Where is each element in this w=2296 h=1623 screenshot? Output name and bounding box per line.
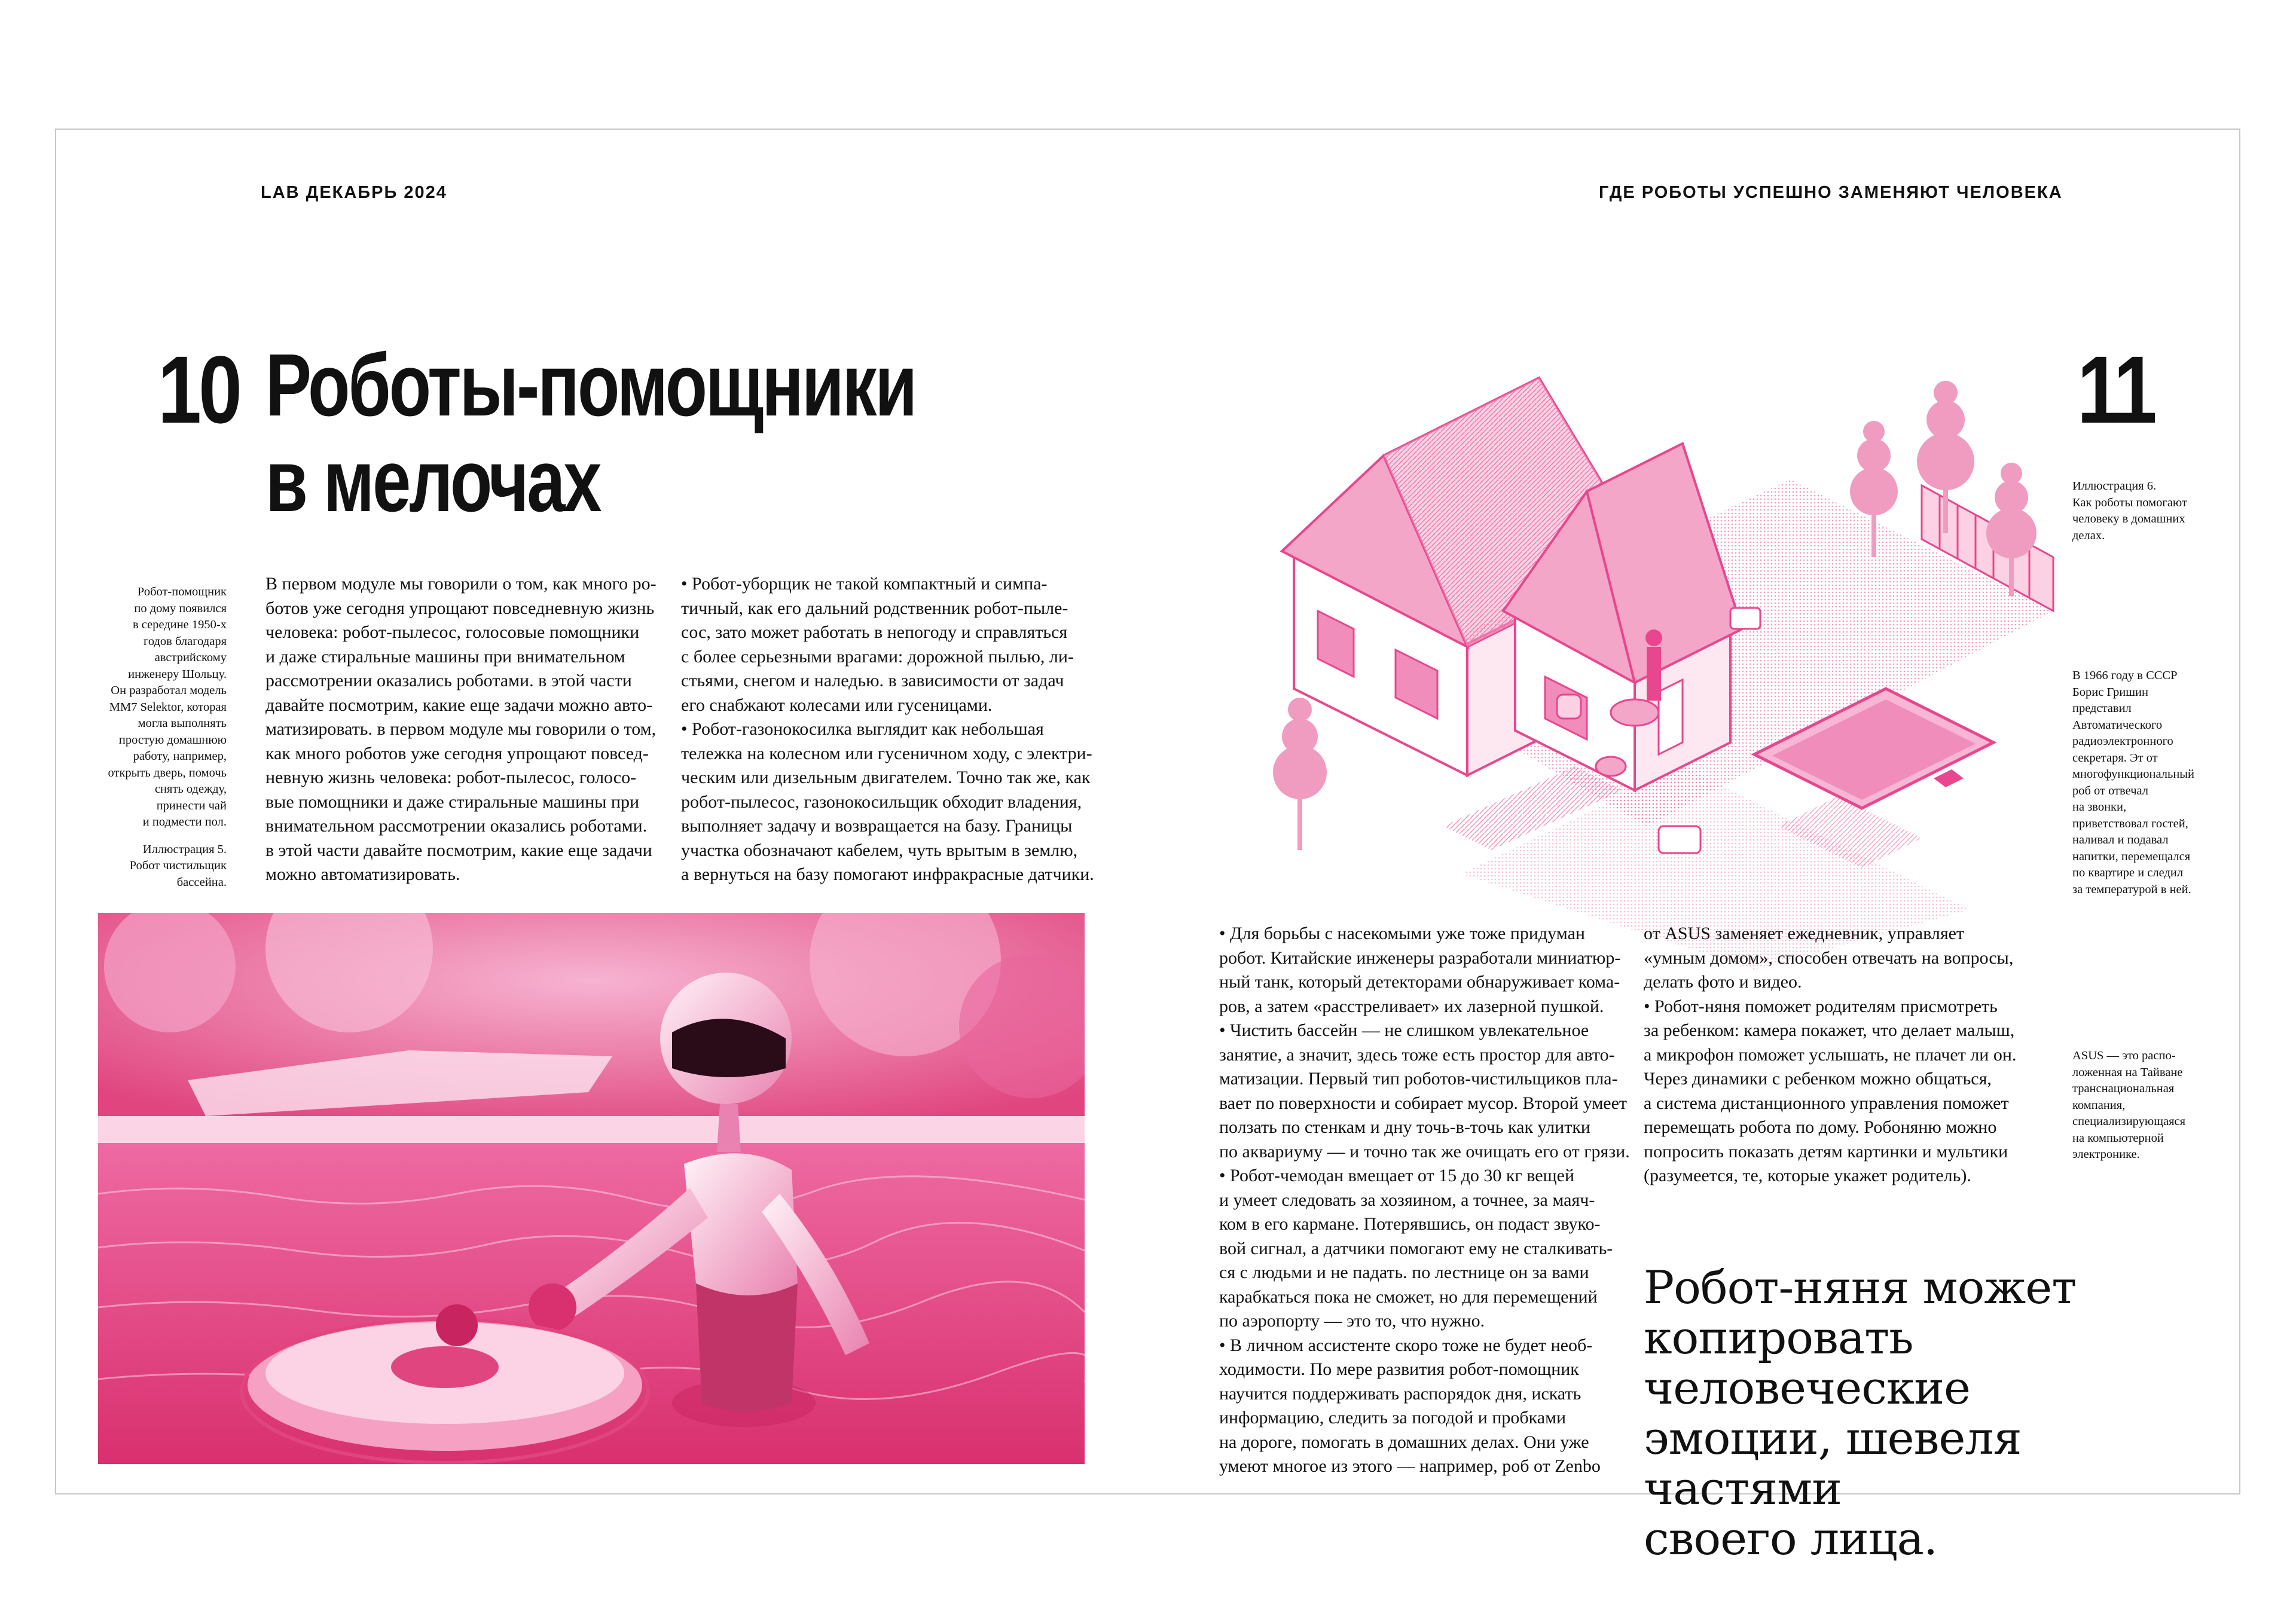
caption-line: бассейна. <box>176 875 227 889</box>
sidebar-line: открыть дверь, помочь <box>108 766 227 780</box>
sidebar-line: и подмести пол. <box>142 815 227 829</box>
sidebar-line: секретаря. Эт от <box>2072 751 2158 765</box>
sidebar-line: электронике. <box>2072 1148 2140 1161</box>
caption-line: Как роботы помогают <box>2072 496 2187 509</box>
sidebar-line: приветствовал гостей, <box>2072 817 2188 830</box>
body-line: ботов уже сегодня упрощают повседневную жизнь <box>265 598 655 618</box>
body-line: ползать по стенкам и дну точь-в-точь как улитки <box>1219 1117 1590 1137</box>
body-line: делать фото и видео. <box>1644 972 1802 992</box>
sidebar-note-right-2 <box>2072 1048 2216 1163</box>
page-number-left: 10 <box>158 336 240 443</box>
body-line: занятие, а значит, здесь тоже есть простор для авто- <box>1219 1044 1615 1065</box>
sidebar-line: могла выполнять <box>138 717 227 730</box>
sidebar-line: Робот-помощник <box>137 585 227 598</box>
body-line: ся с людьми и не падать. по лестнице он за вами <box>1219 1263 1589 1282</box>
body-line: В первом модуле мы говорили о том, как много ро- <box>265 574 657 594</box>
body-line: как много роботов уже сегодня упрощают повсед- <box>265 743 649 763</box>
sidebar-line: простую домашнюю <box>118 733 227 747</box>
body-line: стьями, снегом и наледью. в зависимости от задач <box>681 671 1064 690</box>
body-line: информацию, следить за погодой и пробками <box>1219 1408 1567 1428</box>
body-line: от ASUS заменяет ежедневник, управляет <box>1644 924 1965 943</box>
body-line: ходимости. По мере развития робот-помощник <box>1219 1359 1579 1379</box>
body-line: ческим или дизельным двигателем. Точно так же, как <box>681 768 1091 787</box>
sidebar-line: австрийскому <box>154 651 227 664</box>
body-line: ров, а затем «расстреливает» их лазерной пушкой. <box>1219 996 1604 1016</box>
body-line: попросить показать детям картинки и мультики <box>1644 1141 2008 1162</box>
pull-quote-line: Робот-няня может <box>1644 1261 2077 1314</box>
title-line-2: в мелочах <box>265 432 600 530</box>
sidebar-line: представил <box>2072 702 2132 715</box>
right-column-2 <box>1644 922 2056 1188</box>
body-line: невную жизнь человека: робот-пылесос, голосо- <box>265 768 637 787</box>
sidebar-line: работу, например, <box>133 750 227 763</box>
page-title <box>265 338 1099 529</box>
sidebar-line: специализирующаяся <box>2072 1115 2186 1128</box>
body-line: и умеет следовать за хозяином, а точнее, за маяч- <box>1219 1190 1595 1210</box>
sidebar-line: в середине 1950-х <box>132 618 227 631</box>
body-line: на дороге, помогать в домашних делах. Они уже <box>1219 1432 1589 1452</box>
body-line: рассмотрении оказались роботами. в этой части <box>265 671 632 690</box>
body-line: участка обозначают кабелем, чуть врытым в землю, <box>681 840 1078 860</box>
body-line: а вернуться на базу помогают инфракрасные датчики. <box>681 864 1094 884</box>
caption-line: человеку в домашних <box>2072 512 2185 525</box>
body-line: перемещать робота по дому. Робоняню можно <box>1644 1117 1997 1137</box>
body-line: • Робот-чемодан вмещает от 15 до 30 кг вещей <box>1219 1166 1574 1185</box>
isometric-house-drawing <box>1264 336 2065 970</box>
pull-quote-line: копировать человеческие <box>1644 1311 1970 1414</box>
sidebar-line: напитки, перемещался <box>2072 849 2191 863</box>
header-left-label: LAB ДЕКАБРЬ 2024 <box>261 183 447 202</box>
body-line: • Чистить бассейн — не слишком увлекательное <box>1219 1020 1589 1040</box>
body-line: карабкаться пока не сможет, но для перемещений <box>1219 1286 1598 1307</box>
body-line: а система дистанционного управления поможет <box>1644 1093 2009 1113</box>
body-line: научится поддерживать распорядок дня, искать <box>1219 1383 1581 1404</box>
sidebar-note-left <box>104 584 227 891</box>
person-figure <box>1645 629 1662 701</box>
body-line: • Робот-газонокосилка выглядит как небольшая <box>681 719 1044 739</box>
page-number-right: 11 <box>2077 336 2154 443</box>
sidebar-line: роб от отвечал <box>2072 784 2149 797</box>
sidebar-line: на звонки, <box>2072 800 2127 814</box>
magazine-spread <box>55 129 2240 1565</box>
sidebar-line: принести чай <box>156 799 227 812</box>
sidebar-line: наливал и подавал <box>2072 833 2169 846</box>
caption-line: делах. <box>2072 528 2105 542</box>
sidebar-line: ложенная на Тайване <box>2072 1065 2183 1079</box>
body-line: • В личном ассистенте скоро тоже не будет необ- <box>1219 1335 1593 1355</box>
body-line: давайте посмотрим, какие еще задачи можно авто- <box>265 695 653 715</box>
body-line: • Для борьбы с насекомыми уже тоже придуман <box>1219 924 1585 943</box>
pool-robot-illustration <box>98 913 1085 1464</box>
body-line: и даже стиральные машины при внимательном <box>265 646 625 667</box>
body-line: тичный, как его дальний родственник робот-пыле- <box>681 598 1068 618</box>
body-line: (разумеется, те, которые укажет родитель). <box>1644 1166 1971 1185</box>
sidebar-line: радиоэлектронного <box>2072 735 2173 748</box>
body-line: матизации. Первый тип роботов-чистильщиков пла- <box>1219 1069 1618 1089</box>
sidebar-note-right-1 <box>2072 668 2216 898</box>
title-line-1: Роботы-помощники <box>265 336 916 435</box>
body-line: можно автоматизировать. <box>265 864 460 884</box>
body-line: • Робот-уборщик не такой компактный и симпа- <box>681 574 1048 594</box>
caption-line: Иллюстрация 6. <box>2072 479 2157 493</box>
body-line: ный танк, который детекторами обнаруживает кома- <box>1219 972 1620 992</box>
pool-robot-photo <box>98 913 1085 1464</box>
body-line: за ребенком: камера покажет, что делает малыш, <box>1644 1020 2015 1040</box>
sidebar-line: по квартире и следил <box>2072 866 2184 879</box>
body-line: по аквариуму — и точно так же очищать его от грязи. <box>1219 1141 1630 1162</box>
pull-quote-line: эмоции, шевеля частями <box>1644 1411 2022 1515</box>
body-line: Через динамики с ребенком можно общаться, <box>1644 1069 1992 1089</box>
pull-quote <box>1644 1263 2212 1564</box>
sidebar-line: транснациональная <box>2072 1082 2175 1095</box>
sidebar-line: Автоматического <box>2072 718 2163 732</box>
sidebar-line: Борис Гришин <box>2072 685 2148 699</box>
body-line: вой сигнал, а датчики помогают ему не сталкивать- <box>1219 1238 1613 1258</box>
sidebar-line: инженеру Шольцу. <box>128 667 227 681</box>
sidebar-line: компания, <box>2072 1098 2126 1112</box>
body-line: матизировать. в первом модуле мы говорили о том, <box>265 719 657 739</box>
body-line: человека: робот-пылесос, голосовые помощники <box>265 622 640 642</box>
body-line: робот. Китайские инженеры разработали миниатюр- <box>1219 947 1621 968</box>
sidebar-line: Он разработал модель <box>111 684 227 697</box>
sidebar-line: за температурой в ней. <box>2072 882 2191 896</box>
body-line: вает по поверхности и собирает мусор. Второй умеет <box>1219 1093 1628 1113</box>
body-line: вые помощники и даже стиральные машины при <box>265 791 640 812</box>
caption-line: Иллюстрация 5. <box>142 842 227 856</box>
body-line: «умным домом», способен отвечать на вопросы, <box>1644 947 2014 968</box>
sidebar-line: на компьютерной <box>2072 1131 2164 1145</box>
house-illustration <box>1264 336 2065 970</box>
body-line: ком в его кармане. Потерявшись, он подаст звуко- <box>1219 1214 1601 1234</box>
body-line: выполняет задачу и возвращается на базу. Границы <box>681 816 1073 836</box>
pull-quote-line: своего лица. <box>1644 1512 1938 1565</box>
body-line: • Робот-няня поможет родителям присмотреть <box>1644 996 1998 1016</box>
caption-line: Робот чистильщик <box>129 859 227 872</box>
sidebar-line: ASUS — это распо- <box>2072 1049 2176 1062</box>
body-line: умеют многое из этого — например, роб от Zenbo <box>1219 1456 1601 1476</box>
body-line: внимательном рассмотрении оказались роботами. <box>265 816 648 836</box>
sidebar-line: В 1966 году в СССР <box>2072 669 2178 682</box>
left-column-1 <box>265 572 672 887</box>
body-line: в этой части давайте посмотрим, какие еще задачи <box>265 840 652 860</box>
header-right-label: ГДЕ РОБОТЫ УСПЕШНО ЗАМЕНЯЮТ ЧЕЛОВЕКА <box>1599 183 2063 202</box>
body-line: тележка на колесном или гусеничном ходу, с электри- <box>681 743 1092 763</box>
body-line: по аэропорту — это то, что нужно. <box>1219 1311 1485 1331</box>
right-column-1 <box>1219 922 1632 1479</box>
left-column-2 <box>681 572 1100 887</box>
sidebar-line: снять одежду, <box>154 783 227 796</box>
body-line: а микрофон поможет услышать, не плачет ли он. <box>1644 1044 2017 1065</box>
body-line: робот-пылесос, газонокосильщик обходит владения, <box>681 791 1082 812</box>
sidebar-line: по дому появился <box>134 601 227 615</box>
sidebar-line: MM7 Selektor, которая <box>109 700 227 714</box>
sidebar-line: многофункциональный <box>2072 768 2195 781</box>
body-line: с более серьезными врагами: дорожной пылью, ли- <box>681 646 1074 667</box>
body-line: сос, зато может работать в непогоду и справляться <box>681 622 1068 642</box>
caption-right <box>2072 478 2216 544</box>
body-line: его снабжают колесами или гусеницами. <box>681 695 993 715</box>
sidebar-line: годов благодаря <box>143 634 227 648</box>
